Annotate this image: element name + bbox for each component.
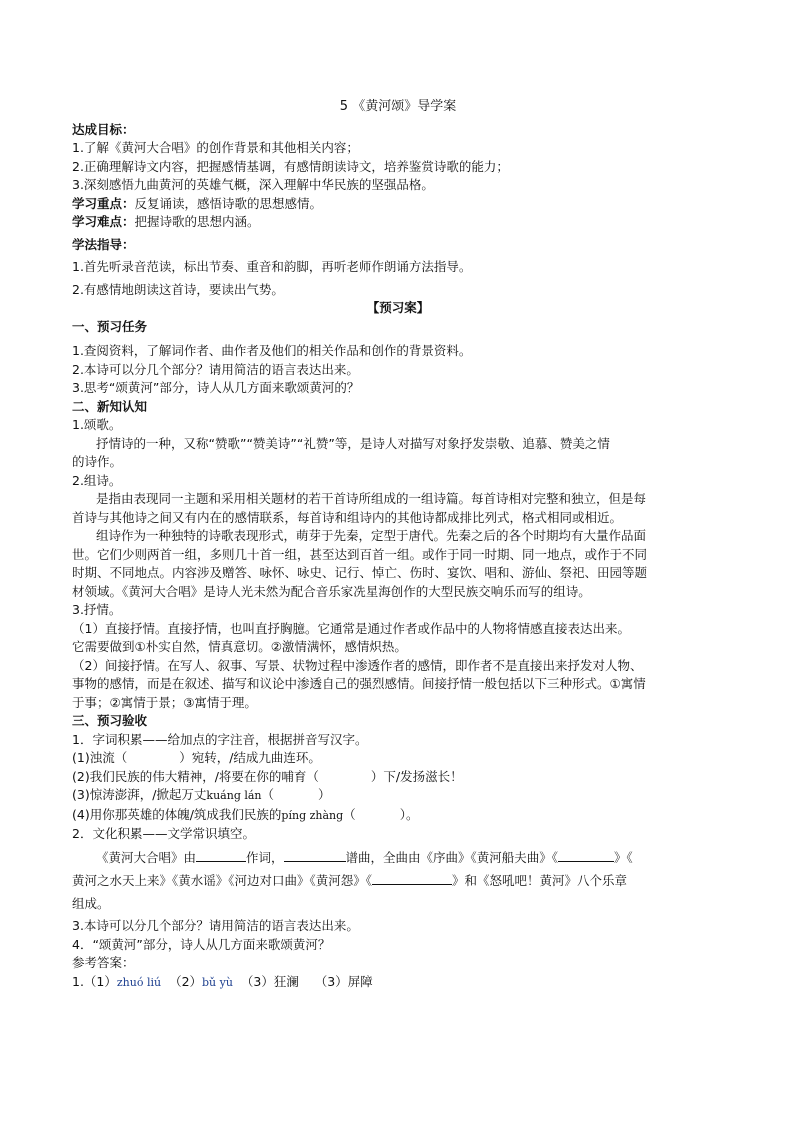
goals-heading: 达成目标： [72,121,135,137]
q1-item: (2)我们民族的伟大精神，/将要在你的哺育（ ）下/发扬滋长！ [72,768,463,784]
task-heading: 一、预习任务 [72,318,148,334]
document-page [72,98,724,992]
q3-text: 3.本诗可以分几个部分？请用简洁的语言表达出来。 [72,918,359,933]
answer-blank[interactable] [372,871,452,885]
q1-item: (1)浊流（ ）宛转，/结成九曲连环。 [72,750,321,765]
answer-line: 1.（1）zhuó liú （2）bǔ yù （3）狂澜 （3）屏障 [72,973,373,989]
answer-blank[interactable] [196,848,246,862]
key-point [72,195,724,214]
lyric-text: 它需要做到①朴实自然，情真意切。②激情满怀，感情炽热。 [72,639,407,654]
method-item: 1.首先听录音范读，标出节奏、重音和韵脚，再听老师作朗诵方法指导。 [72,259,472,274]
pinyin-text: bǔ yù [202,975,233,989]
difficulty-text: 把握诗歌的思想内涵。 [134,214,260,229]
group-poem-title: 2.组诗。 [72,472,122,488]
answer-blank[interactable] [558,848,614,862]
group-poem-text: 世。它们少则两首一组，多则几十首一组，甚至达到百首一组。或作于同一时期、同一地点，或作于不同 [72,546,648,562]
q2-line: 黄河之水天上来》《黄水谣》《河边对口曲》《黄河怨》《 》和《怒吼吧！黄河》八个乐章 [72,873,628,888]
key-point-text: 反复诵读，感悟诗歌的思想感情。 [134,195,323,211]
task-item: 1.查阅资料，了解词作者、曲作者及他们的相关作品和创作的背景资料。 [72,343,472,358]
preview-heading: 【预习案】 [366,300,430,315]
lyric-text: 于事；②寓情于景；③寓情于理。 [72,694,257,710]
method-heading: 学法指导： [72,236,135,252]
group-poem-text: 组诗作为一种独特的诗歌表现形式，萌芽于先秦，定型于唐代。先秦之后的各个时期均有大量作品面 [96,528,647,543]
lyric-title: 3.抒情。 [72,602,122,617]
check-heading: 三、预习验收 [72,713,148,728]
q1-item: (4)用你那英雄的体魄/筑成我们民族的píng zhàng（ ）。 [72,806,419,822]
group-poem-text: 时期、不同地点。内容涉及赠答、咏怀、咏史、记行、悼亡、伤时、宴饮、唱和、游仙、祭祀、田园等题 [72,565,648,580]
document-title: 5 《黄河颂》导学案 [339,99,457,114]
goal-item: 1.了解《黄河大合唱》的创作背景和其他相关内容； [72,140,359,155]
group-poem-text: 是指由表现同一主题和采用相关题材的若干首诗所组成的一组诗篇。每首诗相对完整和独立，但是每 [96,491,647,506]
ode-title: 1.颂歌。 [72,417,122,432]
ode-text: 抒情诗的一种，又称“赞歌”“赞美诗”“礼赞”等，是诗人对描写对象抒发崇敬、追慕、赞美之情 [96,435,610,451]
knowledge-heading: 二、新知认知 [72,398,148,414]
answer-blank[interactable] [284,848,346,862]
q1-item: (3)惊涛澎湃，/掀起万丈kuáng lán（ ） [72,787,331,802]
difficulty-label: 学习难点： [72,214,135,229]
lyric-text: （1）直接抒情。直接抒情，也叫直抒胸臆。它通常是通过作者或作品中的人物将情感直接表达出来。 [72,620,630,636]
lyric-text: 事物的感情，而是在叙述、描写和议论中渗透自己的强烈感情。间接抒情一般包括以下三种形式。①寓情 [72,676,646,691]
key-point-label: 学习重点： [72,195,135,211]
ode-text: 的诗作。 [72,454,123,469]
group-poem-text: 材领域。《黄河大合唱》是诗人光未然为配合音乐家冼星海创作的大型民族交响乐而写的组诗。 [72,583,591,599]
pinyin-text: zhuó liú [116,975,162,989]
lyric-text: （2）间接抒情。在写人、叙事、写景、状物过程中渗透作者的感情，即作者不是直接出来抒发对人物、 [72,657,643,673]
pinyin-text: kuáng lán [206,789,262,802]
q2-line: 组成。 [72,895,110,911]
q1-title: 1．字词积累——给加点的字注音，根据拼音写汉字。 [72,731,368,747]
method-item: 2.有感情地朗读这首诗，要读出气势。 [72,281,284,297]
task-item: 3.思考“颂黄河”部分，诗人从几方面来歌颂黄河的？ [72,380,360,395]
goal-item: 3.深刻感悟九曲黄河的英雄气概，深入理解中华民族的坚强品格。 [72,177,434,192]
q2-title: 2．文化积累——文学常识填空。 [72,826,255,841]
difficulty-point [72,213,724,232]
q4-text: 4．“颂黄河”部分，诗人从几方面来歌颂黄河？ [72,936,331,952]
answer-heading: 参考答案： [72,955,135,970]
group-poem-text: 首诗与其他诗之间又有内在的感情联系，每首诗和组诗内的其他诗都成排比列式，格式相同或相近。 [72,509,623,525]
task-item: 2.本诗可以分几个部分？请用简洁的语言表达出来。 [72,361,359,377]
pinyin-text: píng zhàng [281,808,344,822]
goal-item: 2.正确理解诗文内容，把握感情基调，有感情朗读诗文，培养鉴赏诗歌的能力； [72,158,509,174]
q2-line: 《黄河大合唱》由 作词， 谱曲，全曲由《序曲》《黄河船夫曲》《 》《 [96,849,633,865]
